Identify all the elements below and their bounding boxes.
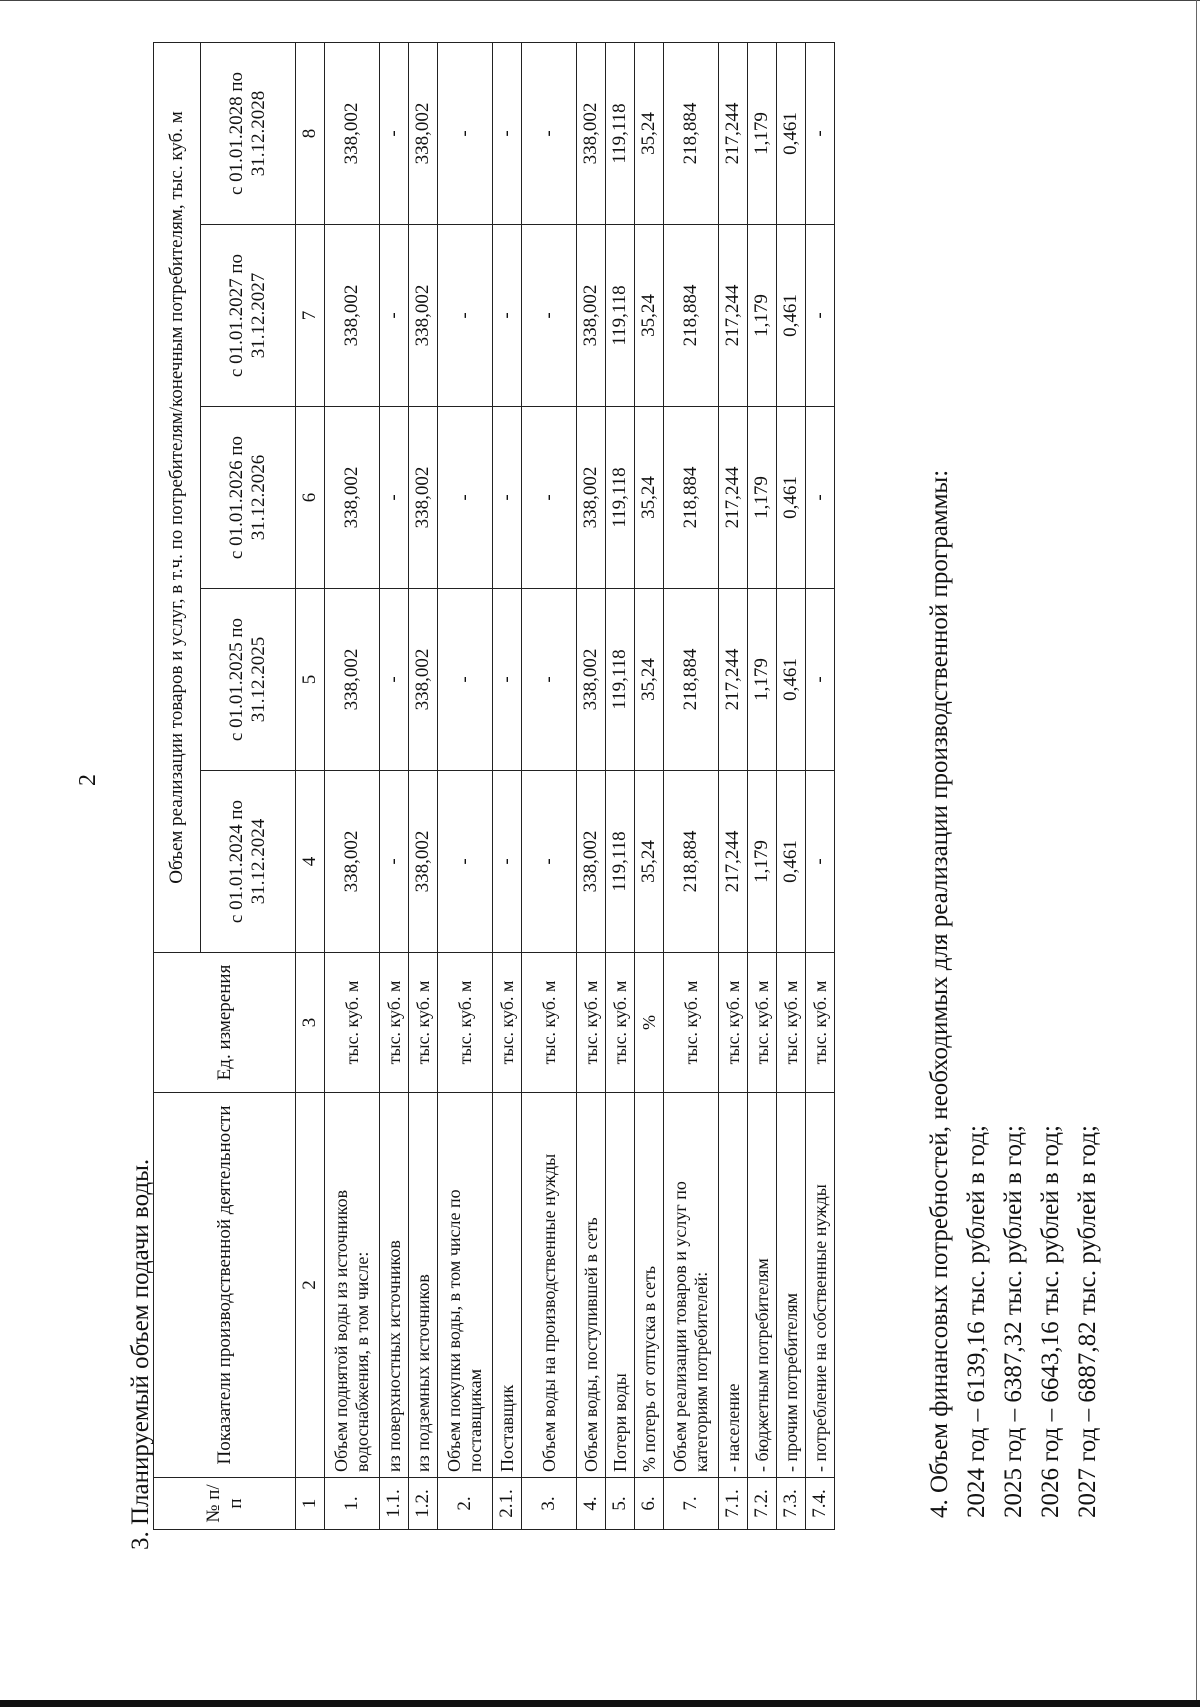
row-value-2027: 1,179: [748, 225, 777, 407]
row-value-2026: -: [522, 407, 577, 589]
row-unit: тыс. куб. м: [577, 953, 606, 1093]
row-value-2027: 338,002: [577, 225, 606, 407]
table-row: [635, 42, 664, 1529]
row-number: 7.: [664, 1478, 719, 1530]
row-value-2024: 338,002: [577, 771, 606, 953]
table-row: [748, 42, 777, 1529]
row-unit: тыс. куб. м: [748, 953, 777, 1093]
header-period-2027: с 01.01.2027 по 31.12.2027: [201, 225, 296, 407]
row-value-2024: 0,461: [777, 771, 806, 953]
row-value-2027: 217,244: [719, 225, 748, 407]
row-value-2026: -: [380, 407, 409, 589]
table-row: [493, 42, 522, 1529]
row-number: 7.4.: [806, 1478, 835, 1530]
row-number: 7.2.: [748, 1478, 777, 1530]
row-value-2028: -: [380, 42, 409, 224]
row-unit: %: [635, 953, 664, 1093]
row-number: 1.1.: [380, 1478, 409, 1530]
row-value-2027: 0,461: [777, 225, 806, 407]
header-unit: Ед. измерения: [154, 953, 296, 1093]
row-number: 6.: [635, 1478, 664, 1530]
table-row: [325, 42, 380, 1529]
row-value-2028: 217,244: [719, 42, 748, 224]
row-value-2027: -: [380, 225, 409, 407]
row-unit: тыс. куб. м: [777, 953, 806, 1093]
row-value-2025: -: [806, 589, 835, 771]
row-value-2024: -: [493, 771, 522, 953]
row-value-2024: 35,24: [635, 771, 664, 953]
row-value-2026: -: [493, 407, 522, 589]
header-period-2026: с 01.01.2026 по 31.12.2026: [201, 407, 296, 589]
column-index: 4: [296, 771, 325, 953]
row-number: 5.: [606, 1478, 635, 1530]
row-value-2028: 218,884: [664, 42, 719, 224]
section-4-financial-needs: [921, 470, 1106, 1518]
column-index: 6: [296, 407, 325, 589]
table-row: [719, 42, 748, 1529]
row-indicator: % потерь от отпуска в сеть: [635, 1093, 664, 1478]
row-value-2026: 218,884: [664, 407, 719, 589]
row-value-2025: 1,179: [748, 589, 777, 771]
row-number: 1.: [325, 1478, 380, 1530]
row-value-2025: -: [522, 589, 577, 771]
row-number: 2.: [438, 1478, 493, 1530]
header-volume-group: Объем реализации товаров и услуг, в т.ч. по потребителям/конечным потребителям, тыс. куб. м: [154, 42, 201, 952]
column-index: 7: [296, 225, 325, 407]
row-unit: тыс. куб. м: [493, 953, 522, 1093]
row-number: 4.: [577, 1478, 606, 1530]
row-value-2028: -: [522, 42, 577, 224]
water-supply-table: [153, 42, 835, 1530]
column-index: 1: [296, 1478, 325, 1530]
row-value-2027: 119,118: [606, 225, 635, 407]
header-indicator: Показатели производственной деятельности: [154, 1093, 296, 1478]
row-indicator: из подземных источников: [409, 1093, 438, 1478]
row-unit: тыс. куб. м: [522, 953, 577, 1093]
header-period-2025: с 01.01.2025 по 31.12.2025: [201, 589, 296, 771]
row-value-2024: 1,179: [748, 771, 777, 953]
row-value-2026: -: [438, 407, 493, 589]
row-value-2024: 217,244: [719, 771, 748, 953]
rotated-page-content: [75, 10, 1125, 1550]
row-value-2025: -: [493, 589, 522, 771]
row-value-2026: 119,118: [606, 407, 635, 589]
row-value-2027: 35,24: [635, 225, 664, 407]
row-unit: тыс. куб. м: [380, 953, 409, 1093]
row-value-2026: 0,461: [777, 407, 806, 589]
row-value-2024: 338,002: [325, 771, 380, 953]
header-period-2028: с 01.01.2028 по 31.12.2028: [201, 42, 296, 224]
row-indicator: - потребление на собственные нужды: [806, 1093, 835, 1478]
row-unit: тыс. куб. м: [806, 953, 835, 1093]
row-value-2025: -: [380, 589, 409, 771]
table-row: [777, 42, 806, 1529]
row-value-2025: 0,461: [777, 589, 806, 771]
row-value-2027: -: [522, 225, 577, 407]
header-num: № п/п: [154, 1478, 296, 1530]
row-value-2026: 217,244: [719, 407, 748, 589]
column-index: 3: [296, 953, 325, 1093]
table-row: [409, 42, 438, 1529]
row-value-2028: 0,461: [777, 42, 806, 224]
row-value-2027: 338,002: [325, 225, 380, 407]
row-indicator: Потери воды: [606, 1093, 635, 1478]
header-period-2024: с 01.01.2024 по 31.12.2024: [201, 771, 296, 953]
row-unit: тыс. куб. м: [438, 953, 493, 1093]
row-value-2028: 119,118: [606, 42, 635, 224]
financial-line-2024: 2024 год – 6139,16 тыс. рублей в год;: [963, 1125, 990, 1518]
table-row: [522, 42, 577, 1529]
row-indicator: Объем реализации товаров и услуг по категориям потребителей:: [664, 1093, 719, 1478]
row-value-2024: -: [522, 771, 577, 953]
row-value-2028: 35,24: [635, 42, 664, 224]
row-value-2026: 1,179: [748, 407, 777, 589]
row-value-2027: -: [806, 225, 835, 407]
row-value-2027: 338,002: [409, 225, 438, 407]
row-value-2028: 338,002: [577, 42, 606, 224]
row-value-2024: -: [438, 771, 493, 953]
section-4-title: 4. Объем финансовых потребностей, необходимых для реализации производственной программы:: [926, 469, 953, 1518]
row-indicator: - бюджетным потребителям: [748, 1093, 777, 1478]
column-index: 8: [296, 42, 325, 224]
row-indicator: - прочим потребителям: [777, 1093, 806, 1478]
row-number: 2.1.: [493, 1478, 522, 1530]
scan-edge-right: [1196, 0, 1197, 1700]
row-number: 1.2.: [409, 1478, 438, 1530]
row-value-2025: 217,244: [719, 589, 748, 771]
row-value-2024: 218,884: [664, 771, 719, 953]
row-value-2028: 338,002: [409, 42, 438, 224]
financial-line-2027: 2027 год – 6887,82 тыс. рублей в год;: [1074, 1125, 1101, 1518]
scan-edge-top: [0, 0, 1200, 1]
row-indicator: Объем воды на производственные нужды: [522, 1093, 577, 1478]
row-value-2027: 218,884: [664, 225, 719, 407]
row-indicator: Объем воды, поступившей в сеть: [577, 1093, 606, 1478]
row-value-2025: 35,24: [635, 589, 664, 771]
row-value-2026: 338,002: [325, 407, 380, 589]
row-value-2026: 338,002: [577, 407, 606, 589]
row-indicator: Объем покупки воды, в том числе по поставщикам: [438, 1093, 493, 1478]
row-number: 3.: [522, 1478, 577, 1530]
row-unit: тыс. куб. м: [664, 953, 719, 1093]
row-value-2024: -: [380, 771, 409, 953]
row-value-2026: 338,002: [409, 407, 438, 589]
row-number: 7.1.: [719, 1478, 748, 1530]
table-row: [380, 42, 409, 1529]
table-row: [438, 42, 493, 1529]
financial-line-2025: 2025 год – 6387,32 тыс. рублей в год;: [1000, 1125, 1027, 1518]
column-index-row: [296, 42, 325, 1529]
row-value-2025: -: [438, 589, 493, 771]
row-indicator: - население: [719, 1093, 748, 1478]
row-value-2028: -: [806, 42, 835, 224]
row-unit: тыс. куб. м: [325, 953, 380, 1093]
row-value-2024: 338,002: [409, 771, 438, 953]
row-indicator: Объем поднятой воды из источников водоснабжения, в том числе:: [325, 1093, 380, 1478]
page-number: 2: [75, 774, 101, 786]
row-value-2028: 338,002: [325, 42, 380, 224]
scan-edge-bottom: [0, 1700, 1200, 1707]
row-unit: тыс. куб. м: [719, 953, 748, 1093]
row-unit: тыс. куб. м: [409, 953, 438, 1093]
table-row: [577, 42, 606, 1529]
section-3-title: 3. Планируемый объем подачи воды.: [127, 1158, 154, 1550]
row-value-2025: 218,884: [664, 589, 719, 771]
row-value-2027: -: [438, 225, 493, 407]
row-value-2025: 338,002: [409, 589, 438, 771]
table-row: [606, 42, 635, 1529]
row-value-2028: -: [438, 42, 493, 224]
column-index: 5: [296, 589, 325, 771]
financial-line-2026: 2026 год – 6643,16 тыс. рублей в год;: [1037, 1125, 1064, 1518]
row-number: 7.3.: [777, 1478, 806, 1530]
row-value-2028: -: [493, 42, 522, 224]
row-value-2025: 338,002: [577, 589, 606, 771]
row-value-2024: -: [806, 771, 835, 953]
row-value-2028: 1,179: [748, 42, 777, 224]
row-value-2027: -: [493, 225, 522, 407]
column-index: 2: [296, 1093, 325, 1478]
row-indicator: из поверхностных источников: [380, 1093, 409, 1478]
row-value-2026: 35,24: [635, 407, 664, 589]
row-value-2025: 119,118: [606, 589, 635, 771]
row-value-2024: 119,118: [606, 771, 635, 953]
row-value-2026: -: [806, 407, 835, 589]
row-indicator: Поставщик: [493, 1093, 522, 1478]
table-row: [806, 42, 835, 1529]
row-unit: тыс. куб. м: [606, 953, 635, 1093]
row-value-2025: 338,002: [325, 589, 380, 771]
table-row: [664, 42, 719, 1529]
